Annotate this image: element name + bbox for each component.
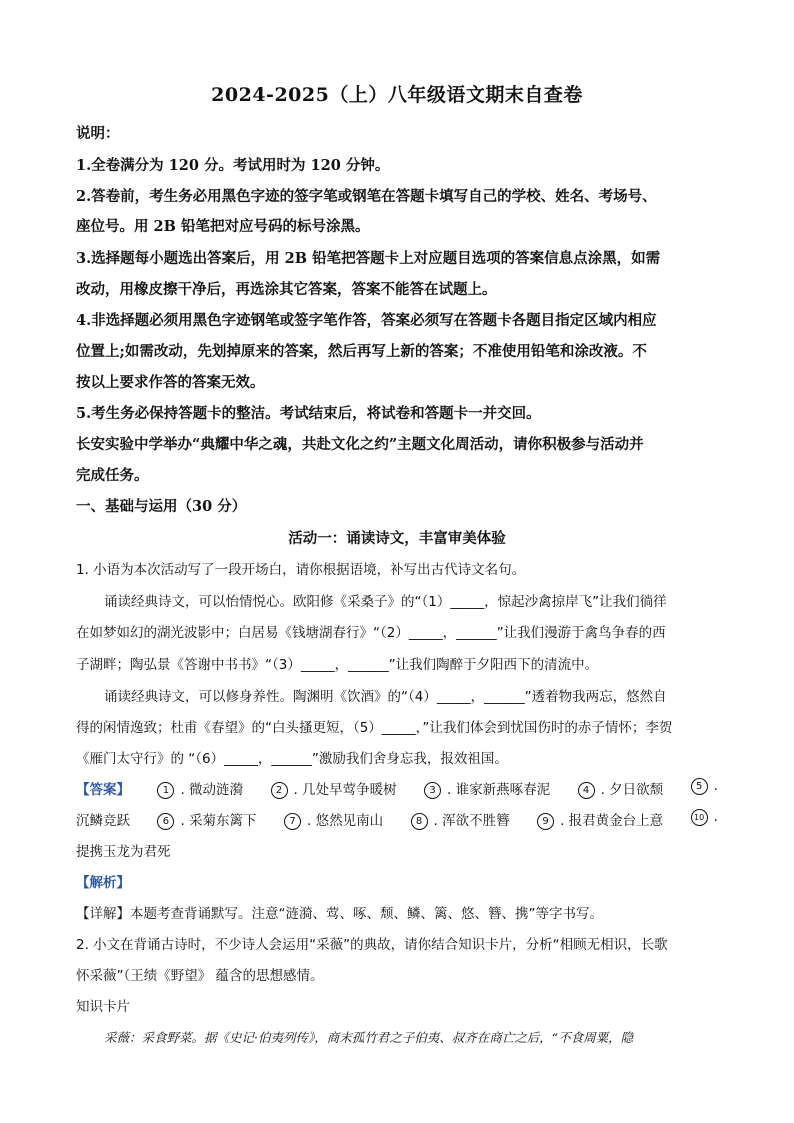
instruction-line: 4.非选择题必须用黑色字迹钢笔或签字笔作答，答案必须写在答题卡各题目指定区域内相应 <box>76 312 657 329</box>
exam-title: 2024-2025（上）八年级语文期末自查卷 <box>211 84 583 106</box>
answer-number: 8 <box>411 813 428 830</box>
answer-item <box>424 778 550 799</box>
activity-intro-line: 完成任务。 <box>76 467 149 484</box>
answer-number: 6 <box>157 813 174 830</box>
question-1-paragraph-line: 子湖畔；陶弘景《答谢中书书》“（3）_____，______”让我们陶醉于夕阳西下的清流中。 <box>76 657 599 673</box>
answer-number: 1 <box>157 782 174 799</box>
answer-text: . 报君黄金台上意 <box>560 813 664 829</box>
answer-item <box>157 809 256 830</box>
activity-intro-line: 长安实验中学举办“典耀中华之魂，共赴文化之约”主题文化周活动，请你积极参与活动并 <box>76 436 644 453</box>
answer-continuation: 提携玉龙为君死 <box>76 844 171 860</box>
instruction-line: 按以上要求作答的答案无效。 <box>76 374 265 391</box>
answer-number: 7 <box>284 813 301 830</box>
answer-row <box>76 809 718 830</box>
answer-item <box>691 809 718 830</box>
detail-text: 【详解】本题考查背诵默写。注意“涟漪、莺、啄、颓、鳞、篱、悠、簪、携”等字书写。 <box>76 906 603 922</box>
answer-number: 3 <box>424 782 441 799</box>
answer-text: . 几处早莺争暖树 <box>293 782 397 798</box>
instruction-line: 1.全卷满分为 120 分。考试用时为 120 分钟。 <box>76 157 390 174</box>
knowledge-card-text: 采薇：采食野菜。据《史记·伯夷列传》，商末孤竹君之子伯夷、叔齐在商亡之后，“不食周粟，隐 <box>104 1030 634 1045</box>
answer-text: . <box>713 778 718 794</box>
question-1-paragraph-line: 《雁门太守行》的 “（6）_____，______”激励我们舍身忘我，报效祖国。 <box>76 751 508 767</box>
section-heading: 一、基础与运用（30 分） <box>76 498 247 515</box>
analysis-label: 【解析】 <box>76 875 130 891</box>
instruction-line: 位置上;如需改动，先划掉原来的答案，然后再写上新的答案；不准使用铅笔和涂改液。不 <box>76 343 647 360</box>
answer-text: . 谁家新燕啄春泥 <box>447 782 551 798</box>
answer-text: . 微动涟漪 <box>180 782 244 798</box>
answer-item <box>411 809 510 830</box>
answer-item <box>157 778 243 799</box>
answer-item <box>271 778 397 799</box>
answer-text: . <box>713 809 718 825</box>
question-2-stem-line: 2. 小文在背诵古诗时，不少诗人会运用“采薇”的典故，请你结合知识卡片，分析“相顾无相识，长歌 <box>76 937 668 953</box>
answer-number: 10 <box>691 809 708 826</box>
answer-number: 9 <box>537 813 554 830</box>
answer-item <box>691 778 718 799</box>
answer-text: . 悠然见南山 <box>307 813 384 829</box>
answer-text: . 浑欲不胜簪 <box>433 813 510 829</box>
question-1-paragraph-line: 在如梦如幻的湖光波影中；白居易《钱塘湖春行》“（2）_____，______”让我们漫游于禽鸟争春的西 <box>76 625 666 641</box>
instruction-line: 改动，用橡皮擦干净后，再选涂其它答案，答案不能答在试题上。 <box>76 281 497 298</box>
instruction-line: 3.选择题每小题选出答案后，用 2B 铅笔把答题卡上对应题目选项的答案信息点涂黑，如需 <box>76 250 661 267</box>
question-1-stem: 1. 小语为本次活动写了一段开场白，请你根据语境，补写出古代诗文名句。 <box>76 562 526 578</box>
question-1-paragraph-line: 诵读经典诗文，可以怡情悦心。欧阳修《采桑子》的“（1）_____，惊起沙禽掠岸飞”让我们徜徉 <box>104 594 667 610</box>
instruction-line: 5.考生务必保持答题卡的整洁。考试结束后，将试卷和答题卡一并交回。 <box>76 405 541 422</box>
answer-row <box>76 778 718 799</box>
answer-number: 2 <box>271 782 288 799</box>
answer-number: 5 <box>691 778 708 795</box>
question-2-stem-line: 怀采薇”（王绩《野望》 蕴含的思想感情。 <box>76 968 324 984</box>
answer-item <box>578 778 664 799</box>
instructions-heading: 说明： <box>76 125 120 142</box>
answer-text: . 采菊东篱下 <box>180 813 257 829</box>
answer-text: 沉鳞竞跃 <box>76 813 130 829</box>
question-1-paragraph-line: 诵读经典诗文，可以修身养性。陶渊明《饮酒》的“（4）_____，______”透着物我两忘，悠然自 <box>104 689 667 705</box>
answer-label: 【答案】 <box>76 782 130 798</box>
answer-number: 4 <box>578 782 595 799</box>
answer-item <box>284 809 383 830</box>
knowledge-card-label: 知识卡片 <box>76 999 130 1015</box>
question-1-paragraph-line: 得的闲情逸致；杜甫《春望》的“白头搔更短，（5）_____，”让我们体会到忧国伤时的赤子情怀；李贺 <box>76 720 673 736</box>
answer-item <box>537 809 663 830</box>
instruction-line: 座位号。用 2B 铅笔把对应号码的标号涂黑。 <box>76 218 370 235</box>
instruction-line: 2.答卷前，考生务必用黑色字迹的签字笔或钢笔在答题卡填写自己的学校、姓名、考场号、 <box>76 188 657 205</box>
answer-text: . 夕日欲颓 <box>600 782 664 798</box>
activity-heading: 活动一：诵读诗文，丰富审美体验 <box>288 530 506 547</box>
